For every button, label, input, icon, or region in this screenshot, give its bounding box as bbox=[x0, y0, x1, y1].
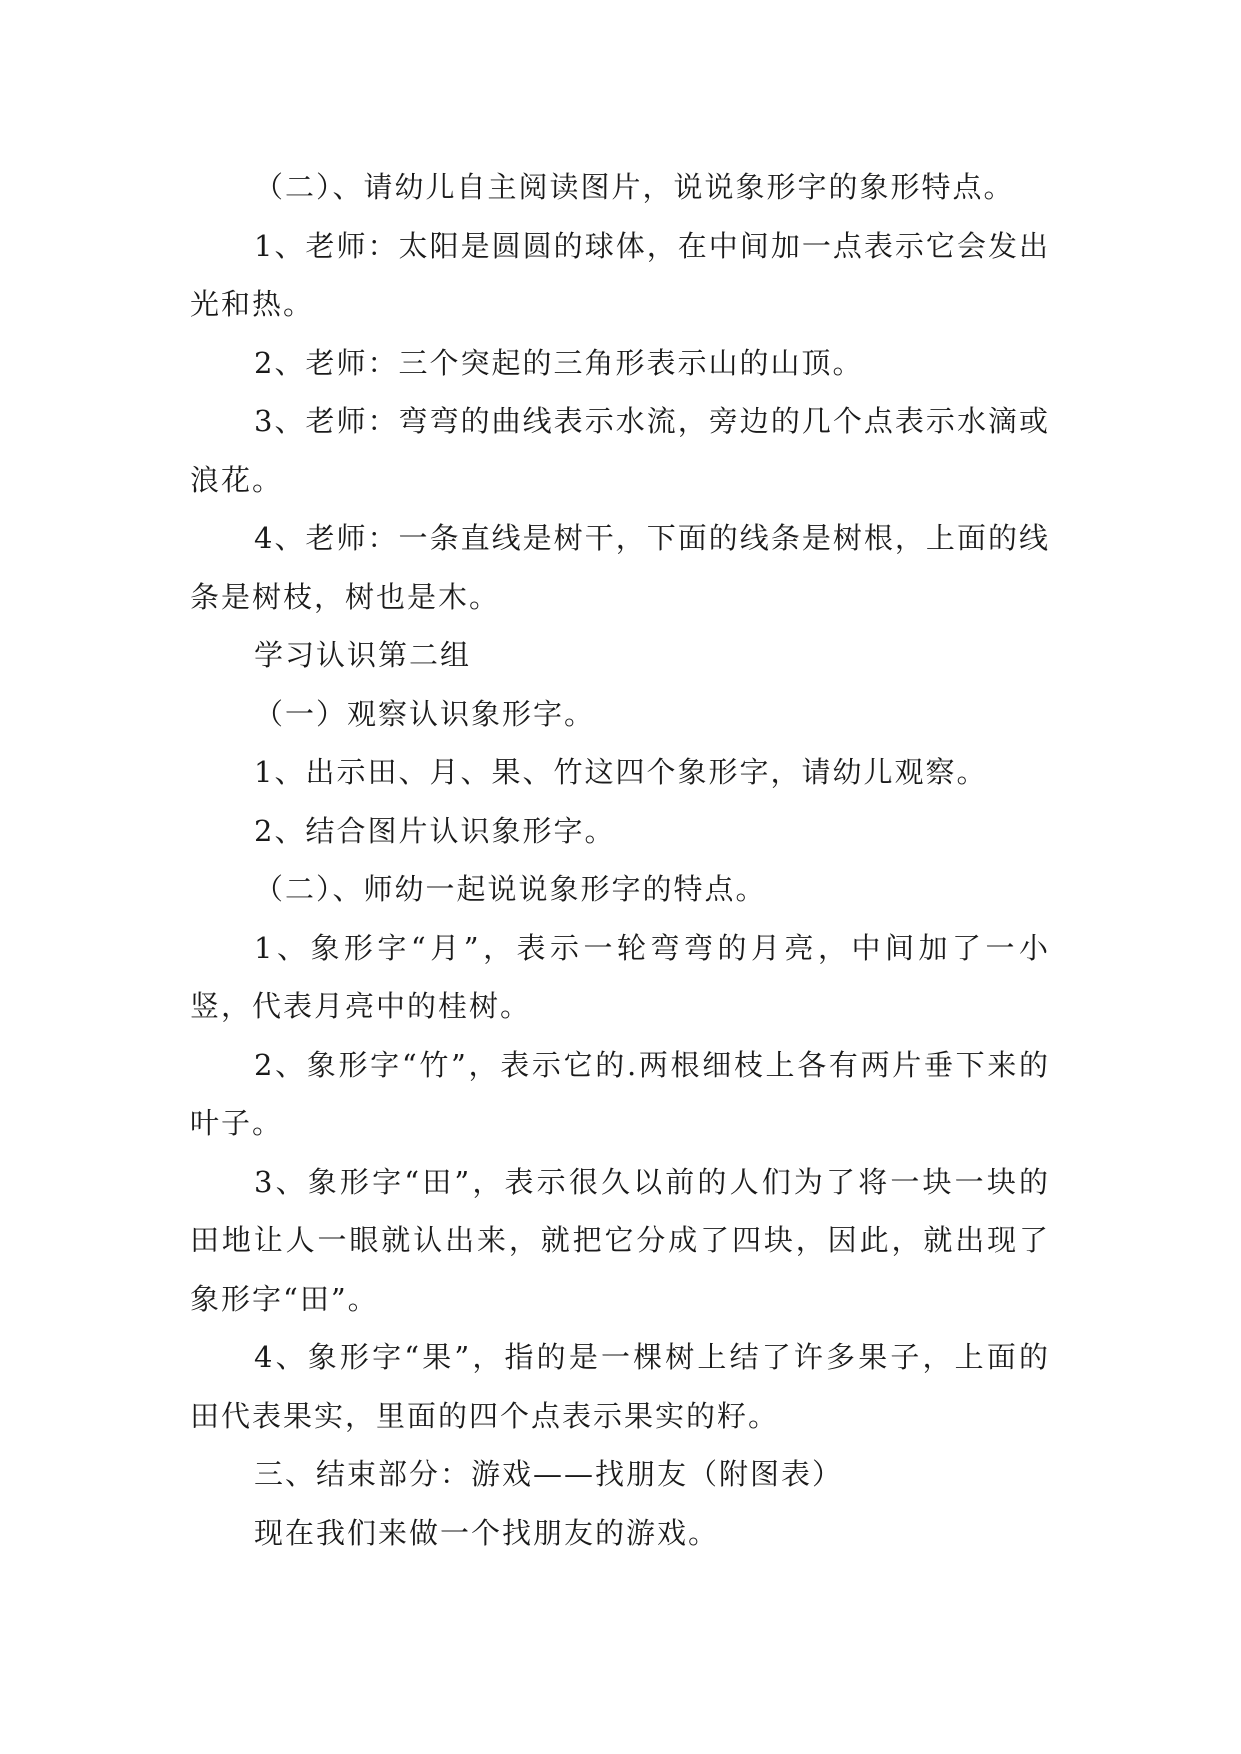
paragraph: 现在我们来做一个找朋友的游戏。 bbox=[254, 1515, 720, 1550]
document-body bbox=[190, 158, 1050, 1562]
section-heading: 三、结束部分：游戏——找朋友（附图表） bbox=[254, 1457, 844, 1491]
paragraph: （一）观察认识象形字。 bbox=[254, 696, 596, 731]
paragraph: 1、出示田、月、果、竹这四个象形字，请幼儿观察。 bbox=[254, 755, 988, 789]
paragraph: 4、象形字“果”，指的是一棵树上结了许多果子，上面的田代表果实，里面的四个点表示果实的籽。 bbox=[190, 1340, 1050, 1433]
paragraph: 2、象形字“竹”，表示它的.两根细枝上各有两片垂下来的叶子。 bbox=[190, 1047, 1050, 1140]
paragraph: （二）、师幼一起说说象形字的特点。 bbox=[254, 872, 767, 906]
paragraph: 2、老师：三个突起的三角形表示山的山顶。 bbox=[254, 345, 864, 380]
paragraph: 3、老师：弯弯的曲线表示水流，旁边的几个点表示水滴或浪花。 bbox=[190, 404, 1050, 497]
paragraph: 2、结合图片认识象形字。 bbox=[254, 813, 616, 848]
section-heading: 学习认识第二组 bbox=[254, 638, 472, 672]
paragraph: （二）、请幼儿自主阅读图片，说说象形字的象形特点。 bbox=[254, 170, 1015, 204]
paragraph: 1、象形字“月”，表示一轮弯弯的月亮，中间加了一小竖，代表月亮中的桂树。 bbox=[190, 930, 1050, 1023]
paragraph: 4、老师：一条直线是树干，下面的线条是树根，上面的线条是树枝，树也是木。 bbox=[190, 521, 1050, 614]
paragraph: 3、象形字“田”，表示很久以前的人们为了将一块一块的田地让人一眼就认出来，就把它分成了四块，因此，就出现了象形字“田”。 bbox=[190, 1164, 1050, 1316]
paragraph: 1、老师：太阳是圆圆的球体，在中间加一点表示它会发出光和热。 bbox=[190, 228, 1050, 321]
